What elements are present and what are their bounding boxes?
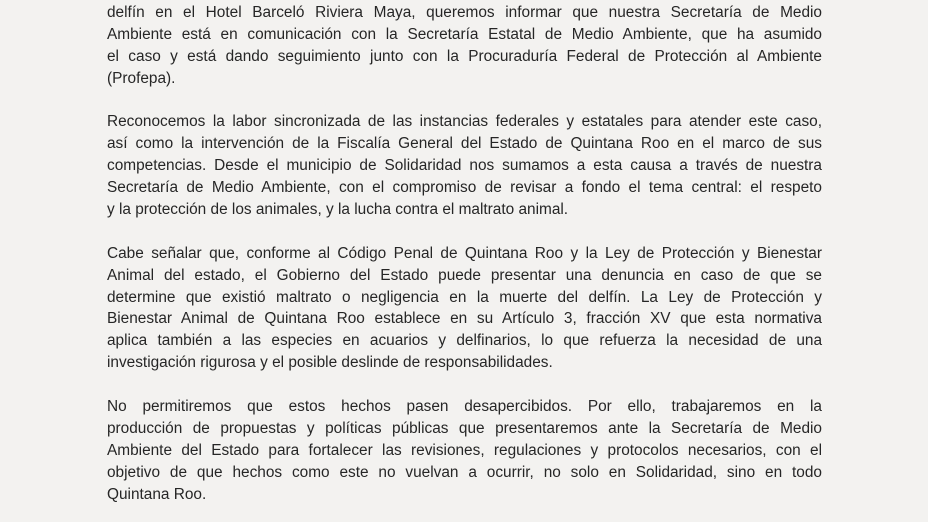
paragraph-line: determine que existió maltrato o negligencia en la muerte del delfín. La Ley de Protección y (107, 288, 822, 306)
paragraph-line: así como la intervención de la Fiscalía General del Estado de Quintana Roo en el marco de sus (107, 135, 822, 153)
paragraph-line: Ambiente está en comunicación con la Secretaría Estatal de Medio Ambiente, que ha asumido (107, 25, 822, 43)
paragraph-line: Animal del estado, el Gobierno del Estado puede presentar una denuncia en caso de que se (107, 266, 822, 284)
paragraph-line: Cabe señalar que, conforme al Código Penal de Quintana Roo y la Ley de Protección y Bienestar (107, 244, 822, 262)
paragraph-line: y la protección de los animales, y la lucha contra el maltrato animal. (107, 201, 569, 219)
paragraph-line: delfín en el Hotel Barceló Riviera Maya, queremos informar que nuestra Secretaría de Medio (107, 4, 822, 21)
paragraph-line: objetivo de que hechos como este no vuelvan a ocurrir, no solo en Solidaridad, sino en todo (107, 463, 822, 481)
paragraph-line: investigación rigurosa y el posible deslinde de responsabilidades. (107, 354, 553, 372)
paragraph-line: aplica también a las especies en acuarios y delfinarios, lo que refuerza la necesidad de una (107, 332, 822, 350)
paragraph-line: Ambiente del Estado para fortalecer las revisiones, regulaciones y protocolos necesarios, con el (107, 441, 822, 459)
paragraph-line: Secretaría de Medio Ambiente, con el compromiso de revisar a fondo el tema central: el respeto (107, 179, 822, 197)
paragraph-2 (107, 111, 822, 220)
document-body (107, 0, 822, 522)
paragraph-line: Bienestar Animal de Quintana Roo establece en su Artículo 3, fracción XV que esta normativa (107, 310, 822, 328)
paragraph-1 (107, 2, 822, 90)
paragraph-line: No permitiremos que estos hechos pasen desapercibidos. Por ello, trabajaremos en la (107, 398, 822, 416)
paragraph-line: (Profepa). (107, 69, 176, 87)
paragraph-3 (107, 243, 822, 374)
paragraph-line: competencias. Desde el municipio de Solidaridad nos sumamos a esta causa a través de nuestra (107, 157, 822, 175)
paragraph-4 (107, 396, 822, 505)
paragraph-line: producción de propuestas y políticas públicas que presentaremos ante la Secretaría de Medio (107, 419, 822, 437)
paragraph-line: Quintana Roo. (107, 485, 207, 503)
paragraph-line: Reconocemos la labor sincronizada de las instancias federales y estatales para atender este caso, (107, 113, 822, 131)
paragraph-line: el caso y está dando seguimiento junto con la Procuraduría Federal de Protección al Ambiente (107, 47, 822, 65)
